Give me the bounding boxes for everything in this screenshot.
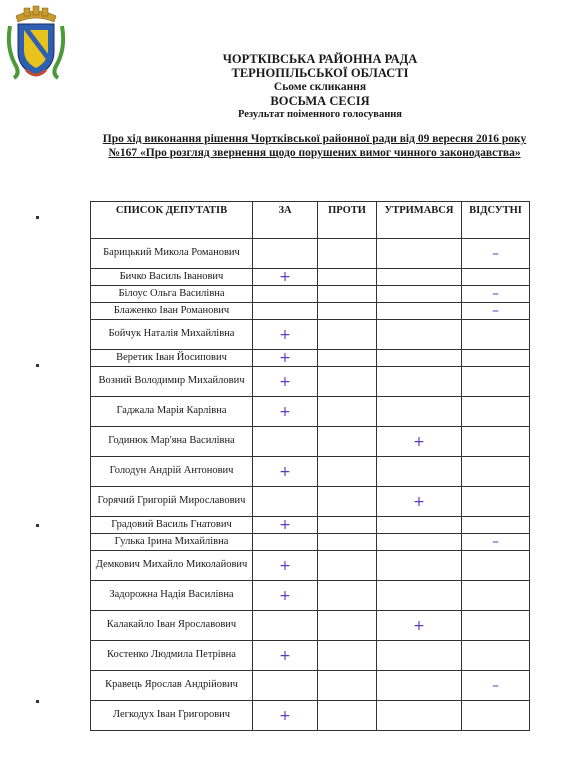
deputy-name: Костенко Людмила Петрівна — [91, 641, 253, 671]
deputy-name: Веретик Іван Йосипович — [91, 350, 253, 367]
vote-absent-cell — [462, 701, 530, 731]
vote-absent-cell: – — [462, 671, 530, 701]
vote-absent-cell — [462, 397, 530, 427]
vote-against-cell — [318, 487, 377, 517]
table-row — [91, 641, 530, 671]
deputy-name: Бойчук Наталія Михайлівна — [91, 320, 253, 350]
deputy-name: Бичко Василь Іванович — [91, 269, 253, 286]
vote-against-cell — [318, 427, 377, 457]
table-row — [91, 397, 530, 427]
margin-mark — [36, 524, 39, 527]
deputy-name: Голодун Андрій Антонович — [91, 457, 253, 487]
table-header-row — [91, 202, 530, 239]
session-title: ВОСЬМА СЕСІЯ — [270, 93, 370, 108]
vote-abstain-cell — [377, 641, 462, 671]
deputy-name: Градовий Василь Гнатович — [91, 517, 253, 534]
vote-absent-cell — [462, 487, 530, 517]
vote-abstain-cell — [377, 397, 462, 427]
table-row — [91, 239, 530, 269]
vote-against-cell — [318, 517, 377, 534]
margin-mark — [36, 700, 39, 703]
vote-absent-cell — [462, 581, 530, 611]
vote-abstain-cell: + — [377, 487, 462, 517]
vote-table — [90, 201, 530, 731]
vote-against-cell — [318, 551, 377, 581]
vote-against-cell — [318, 303, 377, 320]
deputy-name: Кравець Ярослав Андрійович — [91, 671, 253, 701]
vote-absent-cell: – — [462, 303, 530, 320]
document-header — [120, 52, 520, 121]
deputy-name: Гулька Ірина Михайлівна — [91, 534, 253, 551]
vote-for-cell: + — [253, 320, 318, 350]
vote-for-cell — [253, 534, 318, 551]
vote-for-cell: + — [253, 581, 318, 611]
table-row — [91, 303, 530, 320]
vote-absent-cell — [462, 350, 530, 367]
vote-absent-cell — [462, 551, 530, 581]
vote-abstain-cell — [377, 671, 462, 701]
vote-abstain-cell — [377, 534, 462, 551]
result-title: Результат поіменного голосування — [237, 109, 402, 121]
table-row — [91, 517, 530, 534]
vote-against-cell — [318, 397, 377, 427]
vote-against-cell — [318, 611, 377, 641]
deputy-name: Легкодух Іван Григорович — [91, 701, 253, 731]
convocation-title: Сьоме скликання — [273, 80, 367, 93]
table-row — [91, 534, 530, 551]
deputy-name: Возний Володимир Михайлович — [91, 367, 253, 397]
vote-absent-cell — [462, 457, 530, 487]
table-row — [91, 427, 530, 457]
deputy-name: Калакайло Іван Ярославович — [91, 611, 253, 641]
vote-against-cell — [318, 239, 377, 269]
vote-abstain-cell — [377, 367, 462, 397]
vote-abstain-cell — [377, 286, 462, 303]
vote-against-cell — [318, 457, 377, 487]
column-header: СПИСОК ДЕПУТАТІВ — [91, 202, 253, 239]
vote-subject: Про хід виконання рішення Чортківської районної ради від 09 вересня 2016 року №167 «Про розгляд звернення щодо порушених вимог чинного законодавства» — [102, 133, 527, 159]
vote-absent-cell — [462, 367, 530, 397]
vote-against-cell — [318, 701, 377, 731]
vote-abstain-cell — [377, 457, 462, 487]
vote-for-cell — [253, 487, 318, 517]
column-header: ЗА — [253, 202, 318, 239]
vote-abstain-cell — [377, 239, 462, 269]
deputy-name: Демкович Михайло Миколайович — [91, 551, 253, 581]
vote-absent-cell — [462, 517, 530, 534]
table-row — [91, 701, 530, 731]
deputy-name: Барицький Микола Романович — [91, 239, 253, 269]
vote-against-cell — [318, 367, 377, 397]
vote-for-cell — [253, 286, 318, 303]
vote-against-cell — [318, 671, 377, 701]
table-row — [91, 551, 530, 581]
deputy-name: Годинюк Мар'яна Василівна — [91, 427, 253, 457]
vote-for-cell — [253, 671, 318, 701]
coat-of-arms-logo — [6, 4, 66, 84]
deputy-name: Задорожна Надія Василівна — [91, 581, 253, 611]
deputy-name: Горячий Григорій Мирославович — [91, 487, 253, 517]
vote-absent-cell: – — [462, 286, 530, 303]
vote-for-cell: + — [253, 350, 318, 367]
vote-against-cell — [318, 286, 377, 303]
table-row — [91, 320, 530, 350]
vote-abstain-cell: + — [377, 611, 462, 641]
vote-for-cell — [253, 239, 318, 269]
column-header: УТРИМАВСЯ — [377, 202, 462, 239]
vote-absent-cell — [462, 611, 530, 641]
vote-for-cell: + — [253, 641, 318, 671]
vote-for-cell: + — [253, 397, 318, 427]
deputy-name: Блаженко Іван Романович — [91, 303, 253, 320]
vote-absent-cell: – — [462, 239, 530, 269]
deputy-name: Білоус Ольга Василівна — [91, 286, 253, 303]
vote-against-cell — [318, 641, 377, 671]
vote-abstain-cell — [377, 581, 462, 611]
vote-abstain-cell — [377, 517, 462, 534]
vote-for-cell — [253, 427, 318, 457]
vote-for-cell — [253, 611, 318, 641]
vote-absent-cell — [462, 269, 530, 286]
deputy-name: Гаджала Марія Карлівна — [91, 397, 253, 427]
table-row — [91, 286, 530, 303]
table-row — [91, 457, 530, 487]
vote-against-cell — [318, 350, 377, 367]
margin-mark — [36, 216, 39, 219]
column-header: ПРОТИ — [318, 202, 377, 239]
vote-against-cell — [318, 581, 377, 611]
vote-abstain-cell: + — [377, 427, 462, 457]
table-row — [91, 671, 530, 701]
vote-for-cell: + — [253, 517, 318, 534]
vote-absent-cell: – — [462, 534, 530, 551]
vote-absent-cell — [462, 427, 530, 457]
vote-abstain-cell — [377, 551, 462, 581]
vote-against-cell — [318, 534, 377, 551]
vote-abstain-cell — [377, 350, 462, 367]
table-row — [91, 367, 530, 397]
table-row — [91, 269, 530, 286]
column-header: ВІДСУТНІ — [462, 202, 530, 239]
table-row — [91, 611, 530, 641]
vote-for-cell — [253, 303, 318, 320]
vote-for-cell: + — [253, 269, 318, 286]
table-row — [91, 350, 530, 367]
vote-for-cell: + — [253, 701, 318, 731]
table-row — [91, 487, 530, 517]
vote-for-cell: + — [253, 457, 318, 487]
vote-for-cell: + — [253, 367, 318, 397]
margin-mark — [36, 364, 39, 367]
vote-for-cell: + — [253, 551, 318, 581]
vote-abstain-cell — [377, 320, 462, 350]
vote-absent-cell — [462, 320, 530, 350]
region-title: ТЕРНОПІЛЬСЬКОЇ ОБЛАСТІ — [231, 66, 409, 81]
vote-against-cell — [318, 269, 377, 286]
vote-abstain-cell — [377, 701, 462, 731]
council-title: ЧОРТКІВСЬКА РАЙОННА РАДА — [222, 52, 418, 66]
vote-absent-cell — [462, 641, 530, 671]
vote-against-cell — [318, 320, 377, 350]
vote-abstain-cell — [377, 269, 462, 286]
table-row — [91, 581, 530, 611]
vote-abstain-cell — [377, 303, 462, 320]
